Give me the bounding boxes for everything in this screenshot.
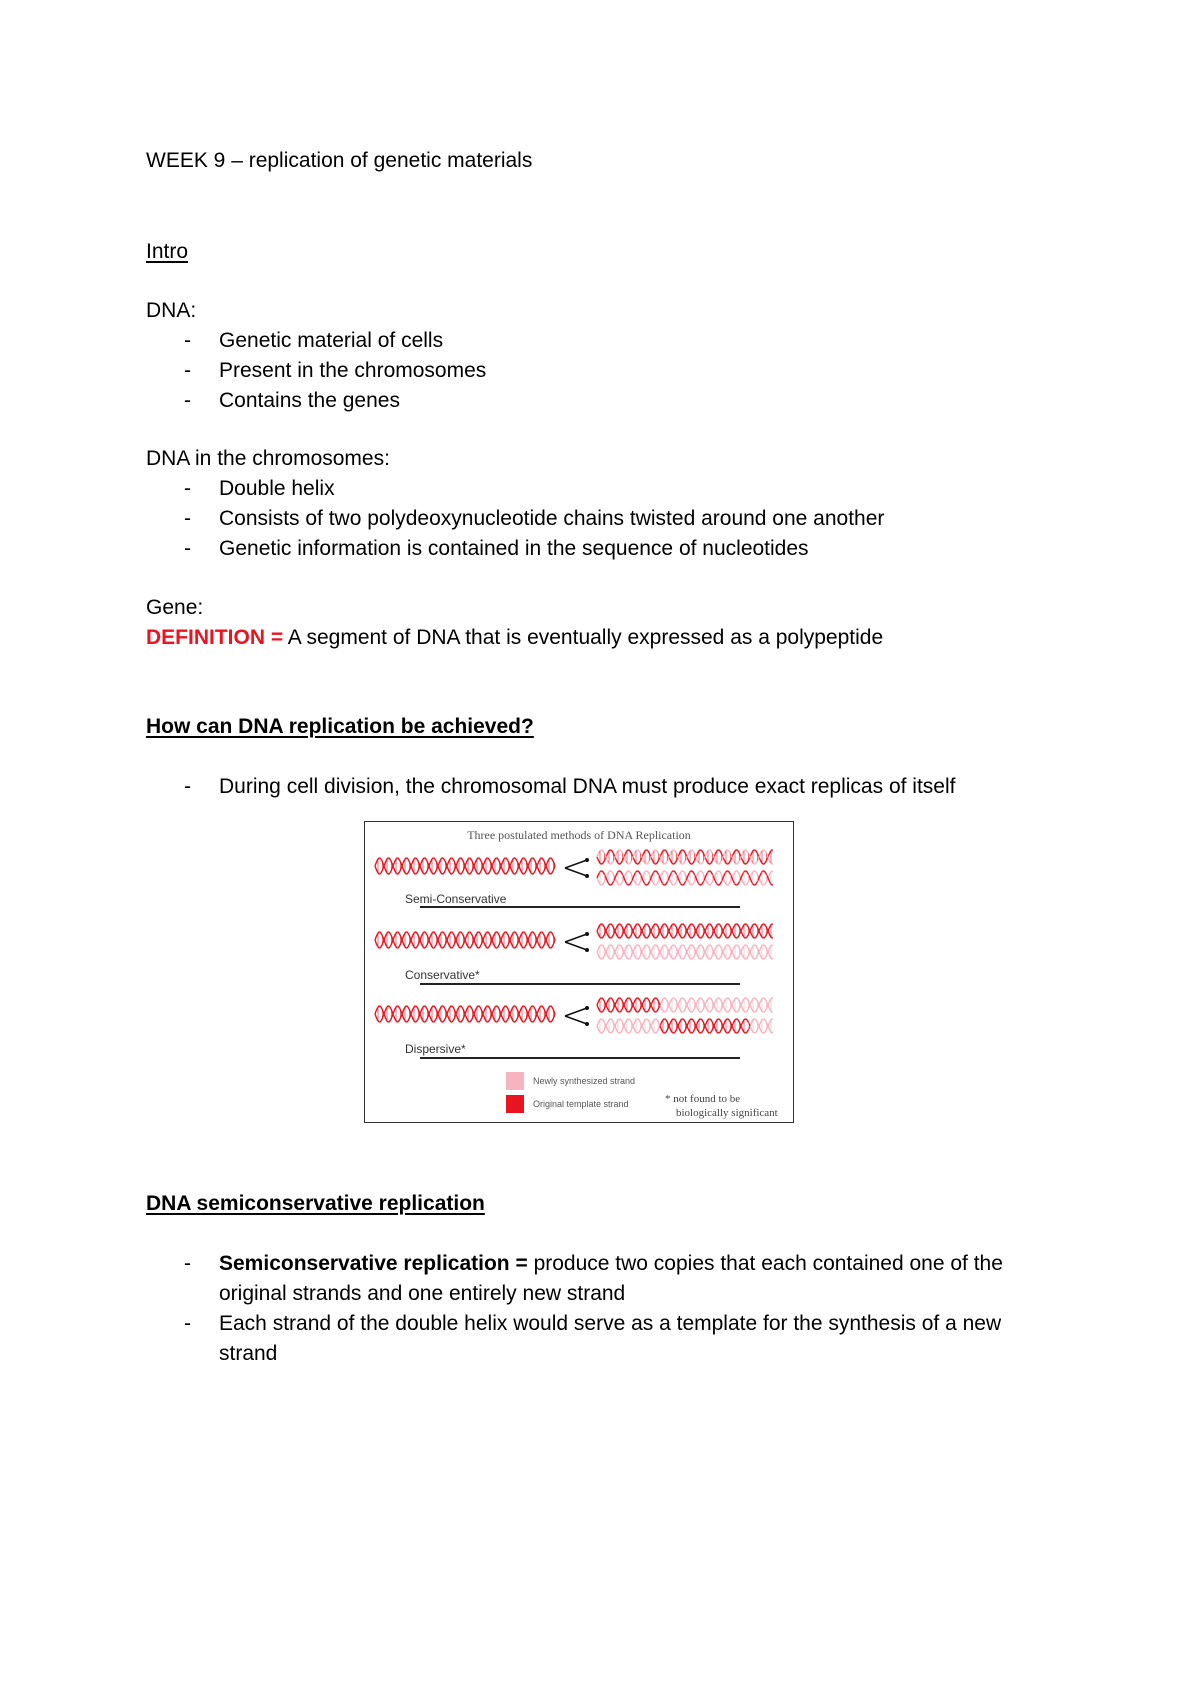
parent-helix-disp [375,1004,555,1024]
legend-label-new: Newly synthesized strand [533,1076,636,1086]
page-title: WEEK 9 – replication of genetic materials [146,149,533,172]
bullet-marker: - [184,775,191,798]
bullet-marker: - [184,537,191,560]
daughter-helix-disp-2 [597,1017,773,1035]
bullet-marker: - [184,389,191,412]
intro-heading: Intro [146,240,189,263]
replication-item-1: During cell division, the chromosomal DNA must produce exact replicas of itself [219,775,956,798]
footnote-line-2: biologically significant [676,1107,778,1119]
arrows-icon [561,1004,591,1028]
definition-keyword: DEFINITION = [146,626,284,649]
divider [420,906,740,908]
bullet-marker: - [184,1252,191,1275]
daughter-helix-semi-2 [597,869,773,887]
footnote-line-1: * not found to be [665,1093,741,1105]
gene-label: Gene: [146,596,204,619]
bullet-marker: - [184,507,191,530]
replication-heading: How can DNA replication be achieved? [146,715,534,738]
bullet-marker: - [184,329,191,352]
parent-helix-semi [375,856,555,876]
chromosome-item-2: Consists of two polydeoxynucleotide chains twisted around one another [219,507,885,530]
chromosome-item-3: Genetic information is contained in the sequence of nucleotides [219,537,809,560]
method-label-disp: Dispersive* [405,1042,466,1056]
dna-item-2: Present in the chromosomes [219,359,487,382]
gene-definition [146,624,883,652]
daughter-helix-cons-1 [597,922,773,940]
legend-swatch-new [506,1072,524,1090]
daughter-helix-semi-1 [597,848,773,866]
replication-methods-figure [364,821,794,1123]
semicons-term: Semiconservative replication = [219,1252,528,1275]
bullet-marker: - [184,359,191,382]
dna-chromosomes-label: DNA in the chromosomes: [146,447,390,470]
method-label-cons: Conservative* [405,968,480,982]
method-label-semi: Semi-Conservative [405,892,507,906]
arrows-icon [561,930,591,954]
figure-title: Three postulated methods of DNA Replication [467,828,691,842]
legend-swatch-original [506,1095,524,1113]
semicons-def: produce two copies that each contained one of the [527,1252,1003,1275]
definition-text: A segment of DNA that is eventually expressed as a polypeptide [283,626,884,649]
semicons-item-1-line-2: original strands and one entirely new strand [219,1282,626,1305]
semiconservative-heading: DNA semiconservative replication [146,1192,485,1215]
parent-helix-cons [375,930,555,950]
daughter-helix-disp-1 [597,996,773,1014]
bullet-marker: - [184,1312,191,1335]
dna-item-1: Genetic material of cells [219,329,444,352]
semicons-item-2-line-2: strand [219,1342,278,1365]
semicons-item-2-line-1: Each strand of the double helix would serve as a template for the synthesis of a new [219,1312,1002,1335]
divider [420,983,740,985]
bullet-marker: - [184,477,191,500]
chromosome-item-1: Double helix [219,477,335,500]
dna-label: DNA: [146,299,197,322]
semicons-item-1-line-1 [219,1250,1003,1278]
arrows-icon [561,856,591,880]
dna-item-3: Contains the genes [219,389,400,412]
legend-label-original: Original template strand [533,1099,629,1109]
daughter-helix-cons-2 [597,943,773,961]
divider [420,1057,740,1059]
